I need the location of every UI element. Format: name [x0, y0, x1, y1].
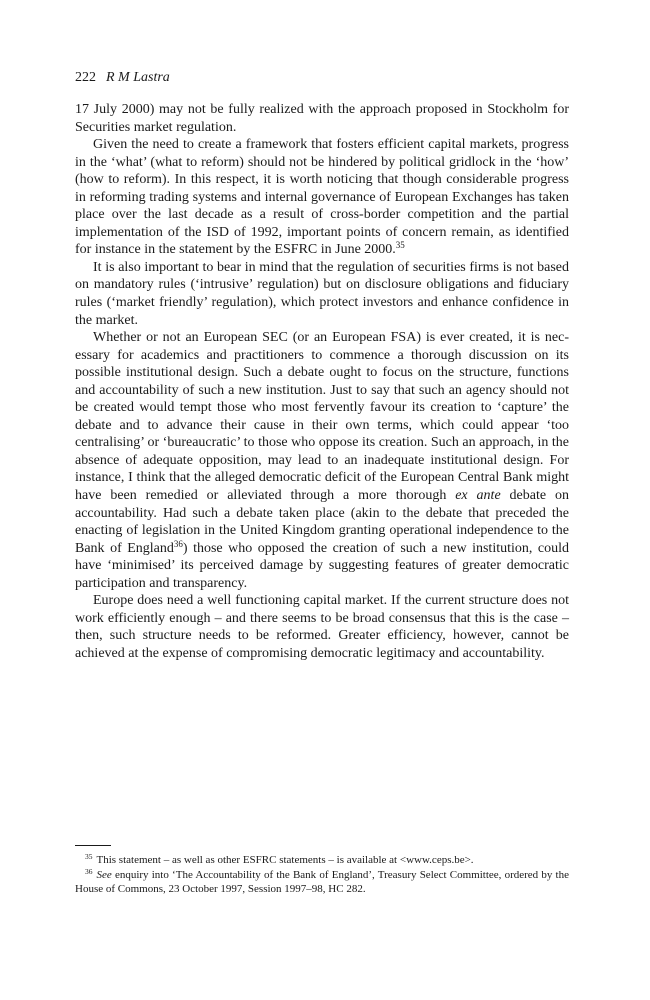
- paragraph: Europe does need a well functioning capital market. If the current structure does not work efficiently enough – and there seems to be broad consensus that this is the case – then, such structure needs to be reformed. Greater efficiency, however, cannot be achieved at the expense of compromising democratic legitimacy and accountability.: [75, 593, 569, 661]
- footnote-reference[interactable]: 36: [173, 538, 183, 549]
- footnote-italic-lead: See: [96, 868, 112, 881]
- footnote-text: enquiry into ‘The Accountability of the Bank of England’, Treasury Select Committee, ordered by the House of Commons, 23 October 1997, Session 1997–98, HC 282.: [75, 868, 569, 895]
- paragraph-text: debate on accountability. Had such a debate taken place (akin to the debate that preceded the enacting of legislation in the United Kingdom granting operational independence to the Bank of England: [75, 488, 569, 556]
- footnote: [75, 853, 569, 868]
- running-head: [75, 69, 170, 86]
- body-text: [75, 101, 569, 663]
- paragraph: [75, 136, 569, 259]
- paragraph-text: Given the need to create a framework that fosters efficient capital markets, progress in the ‘what’ (what to reform) should not be hindered by political gridlock in the ‘how’ (how to reform). In this respect, it is worth noticing that though considerable progress in reforming trading systems and internal governance of European Exchanges has taken place over the last decade as a result of cross-border competition and the partial implementation of the ISD of 1992, important points of concern remain, as identified for instance in the statement by the ESFRC in June 2000.: [75, 137, 569, 258]
- page-number: 222: [75, 70, 96, 85]
- paragraph: [75, 329, 569, 592]
- paragraph-text: Whether or not an European SEC (or an European FSA) is ever created, it is necessary for academics and practitioners to commence a thorough discussion on its possible institutional design. Such a debate ought to focus on the structure, functions and accountability of such a new institution. Just to say that such an agency should not be created would tempt those who most fervently favour its creation to ‘capture’ the debate and to advance their cause in their own terms, which could appear ‘too centralising’ or ‘bureaucratic’ to those who oppose its creation. Such an approach, in the absence of adequate opposition, may lead to an inadequate institutional design. For instance, I think that the alleged democratic deficit of the European Central Bank might have been remedied or alleviated through a more thorough: [75, 330, 569, 504]
- footnote: [75, 868, 569, 897]
- paragraph: 17 July 2000) may not be fully realized with the approach proposed in Stockholm for Securities market regulation.: [75, 102, 569, 135]
- footnotes: [75, 853, 569, 897]
- footnote-reference[interactable]: 35: [395, 240, 405, 251]
- paragraph: It is also important to bear in mind that the regulation of securities firms is not based on mandatory rules (‘intrusive’ regulation) but on disclosure obligations and fiduciary rules (‘market friendly’ regulation), which protect investors and enhance confidence in the market.: [75, 259, 569, 328]
- italic-term: ex ante: [455, 488, 501, 504]
- author-name: R M Lastra: [106, 70, 170, 85]
- paragraph-text: ) those who opposed the creation of such a new institution, could have ‘minimised’ its perceived damage by suggesting features of greater democratic participation and transparency.: [75, 540, 569, 591]
- footnote-number: 35: [85, 852, 93, 861]
- footnote-text: This statement – as well as other ESFRC statements – is available at <www.ceps.be>.: [96, 854, 474, 866]
- footnote-divider: [75, 845, 111, 846]
- page: [75, 0, 569, 1000]
- footnote-number: 36: [85, 866, 93, 876]
